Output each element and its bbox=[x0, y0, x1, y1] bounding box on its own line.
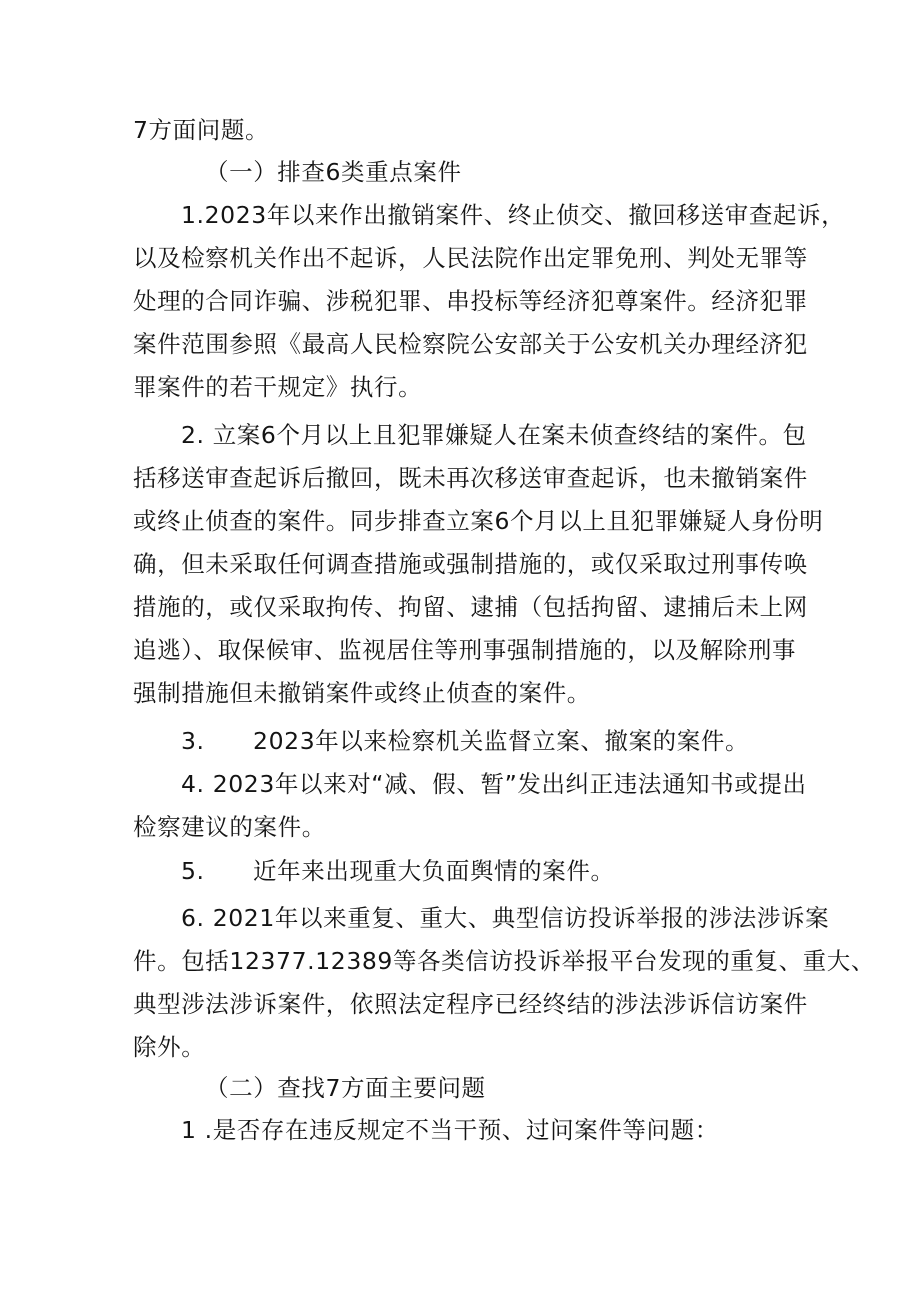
text-line: 罪案件的若干规定》执行。 bbox=[133, 373, 423, 401]
text-line: 3. 2023年以来检察机关监督立案、撤案的案件。 bbox=[181, 727, 750, 755]
section-heading: （二）查找7方面主要问题 bbox=[205, 1074, 486, 1102]
text-line: 确，但未采取任何调查措施或强制措施的，或仅采取过刑事传唤 bbox=[133, 550, 808, 578]
text-line: 5. 近年来出现重大负面舆情的案件。 bbox=[181, 857, 615, 885]
text-line: 除外。 bbox=[133, 1033, 206, 1061]
text-line: 措施的，或仅采取拘传、拘留、逮捕（包括拘留、逮捕后未上网 bbox=[133, 593, 808, 621]
text-line: 1.2023年以来作出撤销案件、终止侦交、撤回移送审查起诉， bbox=[181, 201, 846, 229]
text-line: 7方面问题。 bbox=[133, 116, 270, 144]
text-line: 2. 立案6个月以上且犯罪嫌疑人在案未侦查终结的案件。包 bbox=[181, 421, 807, 449]
text-line: 强制措施但未撤销案件或终止侦查的案件。 bbox=[133, 679, 591, 707]
text-line: 4. 2023年以来对“减、假、暂”发出纠正违法通知书或提出 bbox=[181, 770, 807, 798]
text-line: 案件范围参照《最高人民检察院公安部关于公安机关办理经济犯 bbox=[133, 330, 808, 358]
text-line: 追逃）、取保候审、监视居住等刑事强制措施的，以及解除刑事 bbox=[133, 636, 797, 664]
text-line: 6. 2021年以来重复、重大、典型信访投诉举报的涉法涉诉案 bbox=[181, 904, 830, 932]
text-line: 件。包括12377.12389等各类信访投诉举报平台发现的重复、重大、 bbox=[133, 947, 875, 975]
text-line: 典型涉法涉诉案件，依照法定程序已经终结的涉法涉诉信访案件 bbox=[133, 990, 808, 1018]
text-line: 括移送审查起诉后撤回，既未再次移送审查起诉，也未撤销案件 bbox=[133, 464, 808, 492]
text-line: 或终止侦查的案件。同步排查立案6个月以上且犯罪嫌疑人身份明 bbox=[133, 507, 824, 535]
section-heading: （一）排查6类重点案件 bbox=[205, 158, 462, 186]
text-line: 处理的合同诈骗、涉税犯罪、串投标等经济犯尊案件。经济犯罪 bbox=[133, 287, 808, 315]
text-line: 以及检察机关作出不起诉，人民法院作出定罪免刑、判处无罪等 bbox=[133, 244, 808, 272]
text-line: 1 .是否存在违反规定不当干预、过问案件等问题： bbox=[181, 1116, 719, 1144]
text-line: 检察建议的案件。 bbox=[133, 813, 326, 841]
